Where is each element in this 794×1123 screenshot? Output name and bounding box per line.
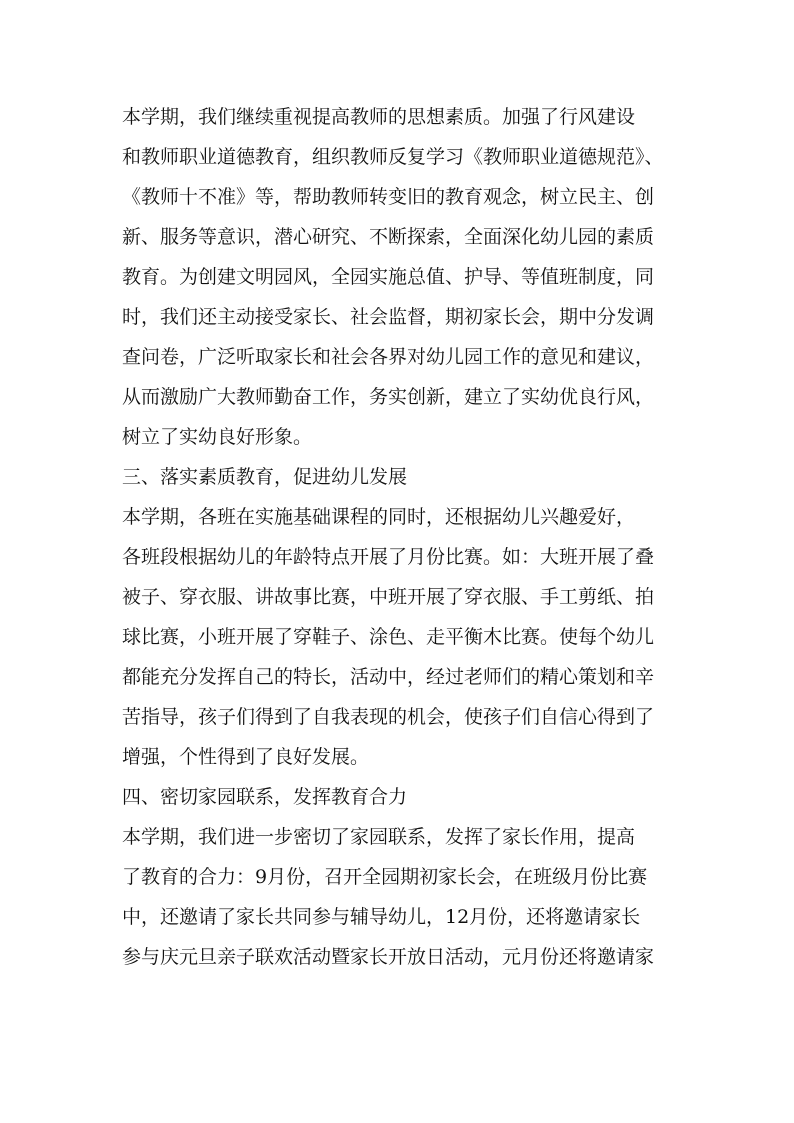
text-line: 被子、穿衣服、讲故事比赛，中班开展了穿衣服、手工剪纸、拍 (122, 586, 655, 608)
section-heading: 四、密切家园联系，发挥教育合力 (122, 786, 408, 808)
text-line: 中，还邀请了家长共同参与辅导幼儿，12月份，还将邀请家长 (122, 906, 641, 928)
text-line: 树立了实幼良好形象。 (122, 426, 313, 448)
text-line: 《教师十不准》等，帮助教师转变旧的教育观念，树立民主、创 (122, 186, 655, 208)
text-line: 本学期，我们继续重视提高教师的思想素质。加强了行风建设 (122, 106, 636, 128)
text-line: 从而激励广大教师勤奋工作，务实创新，建立了实幼优良行风， (122, 386, 655, 408)
text-line: 球比赛，小班开展了穿鞋子、涂色、走平衡木比赛。使每个幼儿 (122, 626, 655, 648)
text-line: 新、服务等意识，潜心研究、不断探索，全面深化幼儿园的素质 (122, 226, 655, 248)
section-heading: 三、落实素质教育，促进幼儿发展 (122, 466, 408, 488)
text-line: 了教育的合力：9月份，召开全园期初家长会，在班级月份比赛 (122, 866, 648, 888)
text-line: 教育。为创建文明园风，全园实施总值、护导、等值班制度，同 (122, 266, 655, 288)
text-line: 时，我们还主动接受家长、社会监督，期初家长会，期中分发调 (122, 306, 655, 328)
text-line: 苦指导，孩子们得到了自我表现的机会，使孩子们自信心得到了 (122, 706, 655, 728)
text-line: 查问卷，广泛听取家长和社会各界对幼儿园工作的意见和建议， (122, 346, 655, 368)
text-line: 本学期，我们进一步密切了家园联系，发挥了家长作用，提高 (122, 826, 636, 848)
text-line: 增强，个性得到了良好发展。 (122, 746, 370, 768)
text-line: 都能充分发挥自己的特长，活动中，经过老师们的精心策划和辛 (122, 666, 655, 688)
body-text (122, 97, 682, 977)
text-line: 参与庆元旦亲子联欢活动暨家长开放日活动，元月份还将邀请家 (122, 946, 655, 968)
text-line: 和教师职业道德教育，组织教师反复学习《教师职业道德规范》、 (122, 146, 664, 168)
text-line: 各班段根据幼儿的年龄特点开展了月份比赛。如：大班开展了叠 (122, 546, 655, 568)
text-line: 本学期，各班在实施基础课程的同时，还根据幼儿兴趣爱好， (122, 506, 636, 528)
